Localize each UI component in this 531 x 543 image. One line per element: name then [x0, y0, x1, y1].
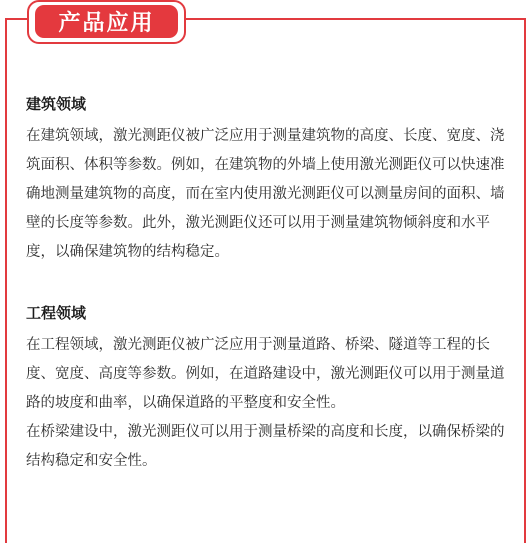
section-body: [26, 331, 513, 476]
section-badge-title: 产品应用: [58, 11, 155, 36]
section-engineering: [26, 301, 513, 476]
content-area: [26, 92, 513, 510]
section-body: [26, 122, 513, 267]
section-paragraph: 在建筑领域，激光测距仪被广泛应用于测量建筑物的高度、长度、宽度、浇筑面积、体积等参数。例如，在建筑物的外墙上使用激光测距仪可以快速准确地测量建筑物的高度，而在室内使用激光测距仪可以测量房间的面积、墙壁的长度等参数。此外，激光测距仪还可以用于测量建筑物倾斜度和水平度，以确保建筑物的结构稳定。: [26, 128, 505, 260]
section-badge: [35, 5, 178, 38]
section-paragraph: 在工程领域，激光测距仪被广泛应用于测量道路、桥梁、隧道等工程的长度、宽度、高度等参数。例如，在道路建设中，激光测距仪可以用于测量道路的坡度和曲率，以确保道路的平整度和安全性。: [26, 337, 505, 411]
section-paragraph: 在桥梁建设中，激光测距仪可以用于测量桥梁的高度和长度，以确保桥梁的结构稳定和安全性。: [26, 424, 505, 469]
top-border-left: [5, 18, 27, 20]
top-border-right: [186, 18, 526, 20]
section-construction: [26, 92, 513, 267]
section-title: 工程领域: [26, 304, 87, 322]
section-title: 建筑领域: [26, 95, 87, 113]
